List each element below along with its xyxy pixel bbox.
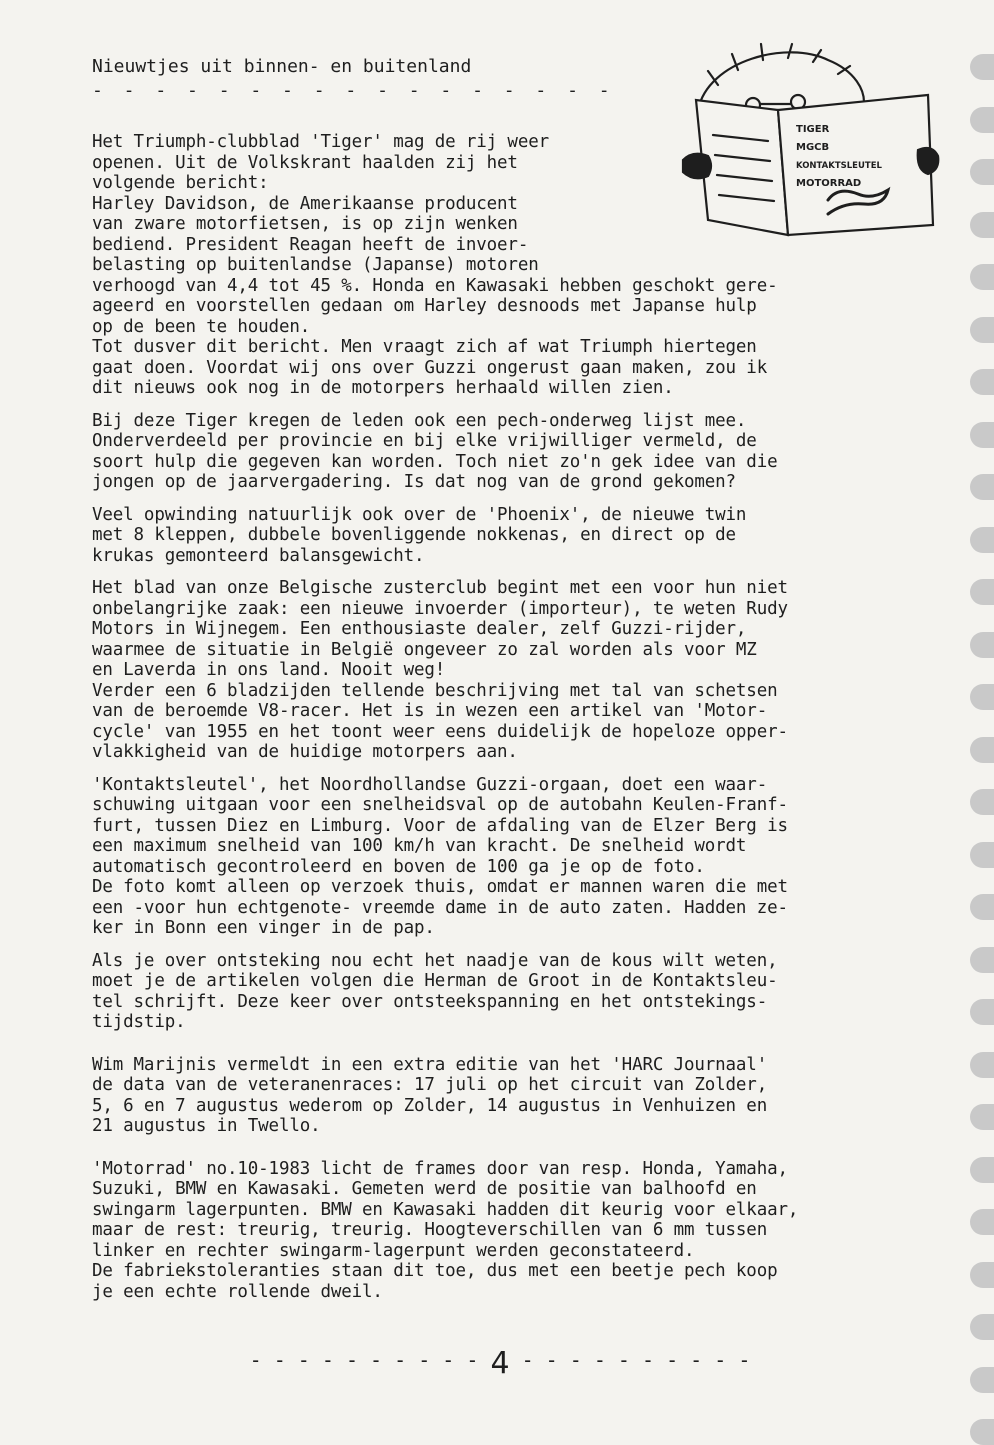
binder-hole: [970, 264, 994, 290]
text-line: bediend. President Reagan heeft de invoer-: [92, 234, 529, 255]
page-footer: [160, 1346, 840, 1381]
binder-hole: [970, 999, 994, 1025]
article-body: [92, 132, 952, 1302]
text-line: van de beroemde V8-racer. Het is in wezen een artikel van 'Motor-: [92, 701, 768, 721]
text-line: moet je de artikelen volgen die Herman de Groot in de Kontaktsleu-: [92, 971, 778, 991]
binder-hole: [970, 1209, 994, 1235]
binder-hole: [970, 1104, 994, 1130]
binder-hole: [970, 54, 994, 80]
text-line: van zware motorfietsen, is op zijn wenken: [92, 214, 518, 234]
text-line: Harley Davidson, de Amerikaanse producent: [92, 193, 518, 214]
text-line: op de been te houden.: [92, 316, 311, 337]
text-line: 'Kontaktsleutel', het Noordhollandse Guzzi-orgaan, doet een waar-: [92, 774, 768, 795]
binder-hole: [970, 422, 994, 448]
binder-hole: [970, 789, 994, 815]
text-line: De fabriekstoleranties staan dit toe, dus met een beetje pech koop: [92, 1261, 778, 1281]
binder-hole: [970, 527, 994, 553]
article-paragraph: [92, 505, 952, 567]
text-line: Veel opwinding natuurlijk ook over de 'Phoenix', de nieuwe twin: [92, 504, 747, 525]
text-line: Tot dusver dit bericht. Men vraagt zich af wat Triumph hiertegen: [92, 337, 757, 357]
text-line: Onderverdeeld per provincie en bij elke vrijwilliger vermeld, de: [92, 431, 757, 451]
cartoon-label-3: KONTAKTSLEUTEL: [796, 161, 882, 171]
binder-hole: [970, 684, 994, 710]
text-line: openen. Uit de Volkskrant haalden zij het: [92, 152, 518, 173]
article-paragraph: [92, 1159, 952, 1303]
binder-hole: [970, 1314, 994, 1340]
text-line: verhoogd van 4,4 tot 45 %. Honda en Kawasaki hebben geschokt gere-: [92, 275, 778, 296]
text-line: automatisch gecontroleerd en boven de 100 ga je op de foto.: [92, 856, 705, 877]
text-line: 5, 6 en 7 augustus wederom op Zolder, 14 augustus in Venhuizen en: [92, 1095, 768, 1116]
binder-hole: [970, 212, 994, 238]
text-line: dit nieuws ook nog in de motorpers herhaald willen zien.: [92, 378, 674, 398]
text-line: 21 augustus in Twello.: [92, 1116, 321, 1136]
text-line: Verder een 6 bladzijden tellende beschrijving met tal van schetsen: [92, 680, 778, 701]
cartoon-label-1: TIGER: [796, 124, 830, 135]
text-line: maar de rest: treurig, treurig. Hoogteverschillen van 6 mm tussen: [92, 1220, 768, 1240]
text-line: Het Triumph-clubblad 'Tiger' mag de rij weer: [92, 132, 549, 152]
text-line: onbelangrijke zaak: een nieuwe invoerder (importeur), te weten Rudy: [92, 598, 788, 619]
text-line: tel schrijft. Deze keer over ontsteekspanning en het ontstekings-: [92, 991, 768, 1012]
text-line: Motors in Wijnegem. Een enthousiaste dealer, zelf Guzzi-rijder,: [92, 619, 747, 639]
text-line: de data van de veteranenraces: 17 juli op het circuit van Zolder,: [92, 1075, 768, 1095]
cartoon-label-4: MOTORRAD: [796, 178, 862, 189]
heading-underline: - - - - - - - - - - - - - - - - -: [92, 80, 615, 101]
text-line: tijdstip.: [92, 1012, 186, 1032]
text-line: Het blad van onze Belgische zusterclub begint met een voor hun niet: [92, 578, 788, 598]
binder-hole: [970, 159, 994, 185]
binder-hole: [970, 317, 994, 343]
cartoon-label-2: MGCB: [796, 142, 830, 153]
article-paragraph: [92, 411, 952, 493]
binder-hole: [970, 842, 994, 868]
text-line: ageerd en voorstellen gedaan om Harley desnoods met Japanse hulp: [92, 296, 757, 316]
binder-hole: [970, 1262, 994, 1288]
text-line: schuwing uitgaan voor een snelheidsval op de autobahn Keulen-Franf-: [92, 795, 788, 815]
text-line: met 8 kleppen, dubbele bovenliggende nokkenas, en direct op de: [92, 525, 736, 545]
text-line: furt, tussen Diez en Limburg. Voor de afdaling van de Elzer Berg is: [92, 815, 788, 836]
binder-holes: [964, 40, 994, 1407]
text-line: cycle' van 1955 en het toont weer eens duidelijk de hopeloze opper-: [92, 721, 788, 742]
binder-hole: [970, 894, 994, 920]
binder-hole: [970, 737, 994, 763]
text-line: Wim Marijnis vermeldt in een extra editie van het 'HARC Journaal': [92, 1054, 768, 1075]
binder-hole: [970, 1157, 994, 1183]
page-number: 4: [490, 1346, 510, 1381]
article-paragraph: [92, 1055, 952, 1137]
text-line: krukas gemonteerd balansgewicht.: [92, 545, 425, 566]
text-line: swingarm lagerpunten. BMW en Kawasaki hadden dit keurig voor elkaar,: [92, 1199, 799, 1220]
article-paragraph: [92, 775, 952, 939]
text-line: Als je over ontsteking nou echt het naadje van de kous wilt weten,: [92, 950, 778, 971]
text-line: waarmee de situatie in België ongeveer zo zal worden als voor MZ: [92, 639, 757, 660]
article-paragraph: [92, 951, 952, 1033]
text-line: vlakkigheid van de huidige motorpers aan.: [92, 742, 518, 762]
binder-hole: [970, 1367, 994, 1393]
text-line: 'Motorrad' no.10-1983 licht de frames door van resp. Honda, Yamaha,: [92, 1158, 788, 1179]
text-line: volgende bericht:: [92, 173, 269, 193]
binder-hole: [970, 107, 994, 133]
article-paragraph: [92, 132, 952, 399]
binder-hole: [970, 369, 994, 395]
text-line: jongen op de jaarvergadering. Is dat nog van de grond gekomen?: [92, 472, 736, 492]
binder-hole: [970, 947, 994, 973]
text-line: een -voor hun echtgenote- vreemde dame in de auto zaten. Hadden ze-: [92, 897, 788, 918]
footer-dashes-left: - - - - - - - - - -: [249, 1348, 479, 1372]
text-line: linker en rechter swingarm-lagerpunt werden geconstateerd.: [92, 1240, 695, 1261]
text-line: soort hulp die gegeven kan worden. Toch niet zo'n gek idee van die: [92, 451, 778, 472]
text-line: Bij deze Tiger kregen de leden ook een pech-onderweg lijst mee.: [92, 410, 747, 431]
binder-hole: [970, 474, 994, 500]
binder-hole: [970, 579, 994, 605]
binder-hole: [970, 1419, 994, 1445]
text-line: je een echte rollende dweil.: [92, 1281, 383, 1302]
text-line: ker in Bonn een vinger in de pap.: [92, 918, 435, 938]
binder-hole: [970, 1052, 994, 1078]
page-heading: Nieuwtjes uit binnen- en buitenland: [92, 56, 472, 77]
article-paragraph: [92, 578, 952, 763]
text-line: belasting op buitenlandse (Japanse) motoren: [92, 255, 539, 275]
text-line: De foto komt alleen op verzoek thuis, omdat er mannen waren die met: [92, 877, 788, 897]
text-line: gaat doen. Voordat wij ons over Guzzi ongerust gaan maken, zou ik: [92, 357, 768, 378]
footer-dashes-right: - - - - - - - - - -: [521, 1348, 751, 1372]
text-line: en Laverda in ons land. Nooit weg!: [92, 660, 446, 680]
text-line: een maximum snelheid van 100 km/h van kracht. De snelheid wordt: [92, 836, 747, 856]
binder-hole: [970, 632, 994, 658]
text-line: Suzuki, BMW en Kawasaki. Gemeten werd de positie van balhoofd en: [92, 1179, 757, 1199]
